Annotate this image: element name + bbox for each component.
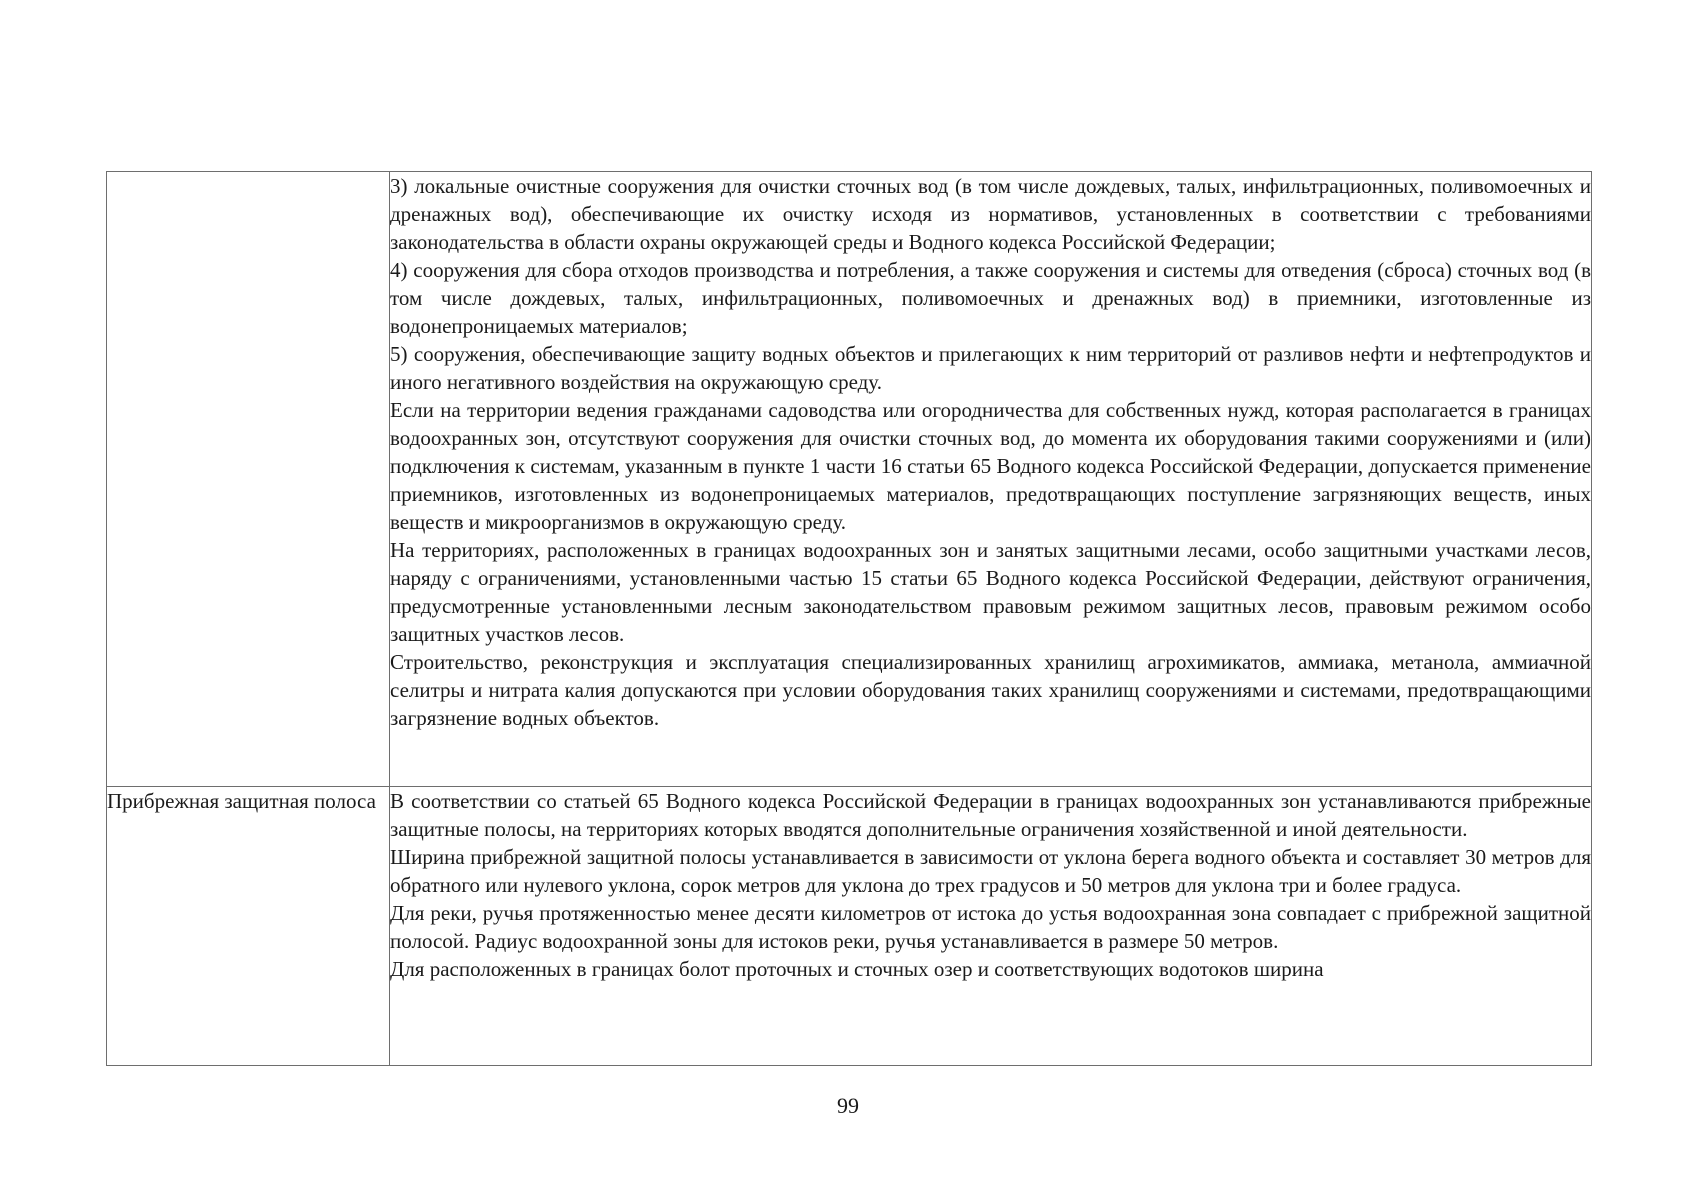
paragraph: 4) сооружения для сбора отходов производства и потребления, а также сооружения и системы для отведения (сброса) сточных вод (в том числе дождевых, талых, инфильтрационных, поливомоечных и дренажных вод) в приемники, изготовленные из водонепроницаемых материалов; (390, 258, 1591, 338)
table-row (107, 787, 1592, 1066)
table-row (107, 172, 1592, 787)
zone-description-cell (390, 172, 1592, 787)
paragraph: Для расположенных в границах болот проточных и сточных озер и соответствующих водотоков ширина (390, 957, 1324, 981)
zone-description-cell (390, 787, 1592, 1066)
zone-label-cell (107, 787, 390, 1066)
paragraph: Для реки, ручья протяженностью менее десяти километров от истока до устья водоохранная зона совпадает с прибрежной защитной полосой. Радиус водоохранной зоны для истоков реки, ручья устанавливается в размере 50 метров. (390, 901, 1591, 953)
paragraph: Если на территории ведения гражданами садоводства или огородничества для собственных нужд, которая располагается в границах водоохранных зон, отсутствуют сооружения для очистки сточных вод, до момента их оборудования такими сооружениями и (или) подключения к системам, указанным в пункте 1 части 16 статьи 65 Водного кодекса Российской Федерации, допускается применение приемников, изготовленных из водонепроницаемых материалов, предотвращающих поступление загрязняющих веществ, иных веществ и микроорганизмов в окружающую среду. (390, 398, 1591, 534)
paragraph: На территориях, расположенных в границах водоохранных зон и занятых защитными лесами, особо защитными участками лесов, наряду с ограничениями, установленными частью 15 статьи 65 Водного кодекса Российской Федерации, действуют ограничения, предусмотренные установленными лесным законодательством правовым режимом защитных лесов, правовым режимом особо защитных участков лесов. (390, 538, 1591, 646)
zone-label-cell (107, 172, 390, 787)
paragraph: Строительство, реконструкция и эксплуатация специализированных хранилищ агрохимикатов, аммиака, метанола, аммиачной селитры и нитрата калия допускаются при условии оборудования таких хранилищ сооружениями и системами, предотвращающими загрязнение водных объектов. (390, 650, 1591, 730)
paragraph: Ширина прибрежной защитной полосы устанавливается в зависимости от уклона берега водного объекта и составляет 30 метров для обратного или нулевого уклона, сорок метров для уклона до трех градусов и 50 метров для уклона три и более градуса. (390, 845, 1591, 897)
page-number: 99 (837, 1093, 859, 1118)
regulations-table (106, 171, 1592, 1066)
zone-label: Прибрежная защитная полоса (107, 789, 376, 813)
paragraph: 3) локальные очистные сооружения для очистки сточных вод (в том числе дождевых, талых, инфильтрационных, поливомоечных и дренажных вод), обеспечивающие их очистку исходя из нормативов, установленных в соответствии с требованиями законодательства в области охраны окружающей среды и Водного кодекса Российской Федерации; (390, 174, 1591, 254)
paragraph: 5) сооружения, обеспечивающие защиту водных объектов и прилегающих к ним территорий от разливов нефти и нефтепродуктов и иного негативного воздействия на окружающую среду. (390, 342, 1591, 394)
paragraph: В соответствии со статьей 65 Водного кодекса Российской Федерации в границах водоохранных зон устанавливаются прибрежные защитные полосы, на территориях которых вводятся дополнительные ограничения хозяйственной и иной деятельности. (390, 789, 1591, 841)
